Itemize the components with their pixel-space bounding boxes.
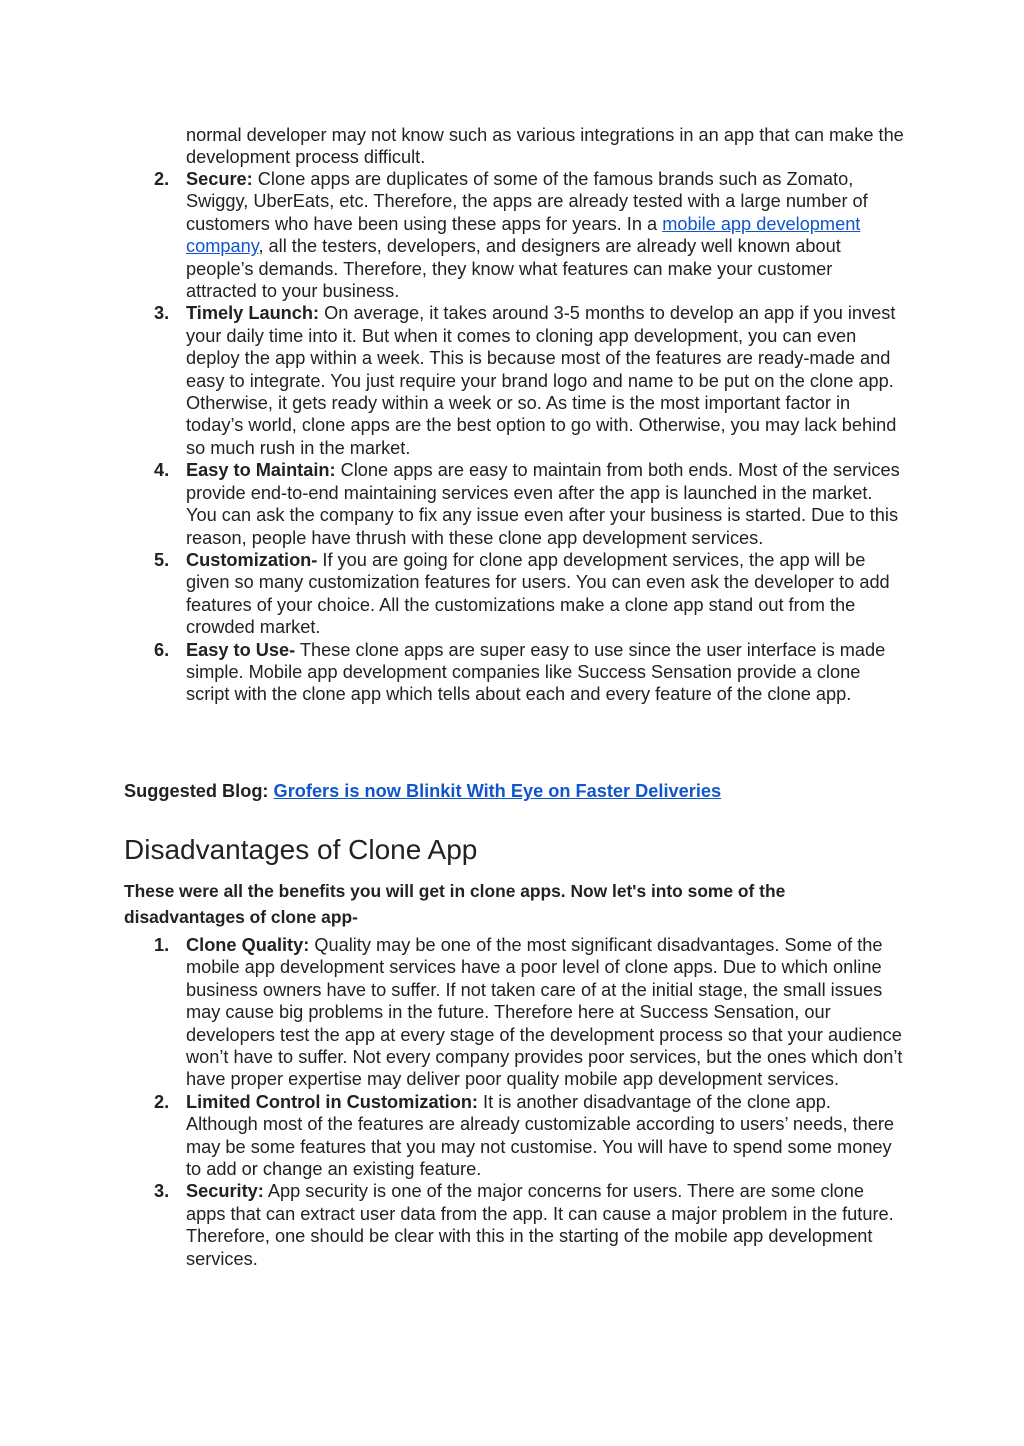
suggested-blog <box>124 779 721 803</box>
item-title: Easy to Maintain: <box>186 460 336 481</box>
item-text: , all the testers, developers, and designers are already well known about people’s demands. Therefore, they know what features can make your customer attracted to your business. <box>186 236 841 302</box>
item-title: Clone Quality: <box>186 935 310 955</box>
item-text: These clone apps are super easy to use since the user interface is made simple. Mobile app development companies like Success Sensation provide a clone script with the clone app which tells about each and every feature of the clone app. <box>186 639 886 705</box>
list-number: 5. <box>154 549 170 570</box>
continuation-text: normal developer may not know such as various integrations in an app that can make the development process difficult. <box>186 125 904 168</box>
suggested-label: Suggested Blog: <box>124 781 274 801</box>
list-number: 6. <box>154 639 170 660</box>
benefits-list <box>0 168 1024 706</box>
item-text: App security is one of the major concerns for users. There are some clone apps that can extract user data from the app. It can cause a major problem in the future. Therefore, one should be clear with this in the starting of the mobile app development services. <box>186 1181 894 1269</box>
list-item <box>0 1091 906 1181</box>
list-item <box>0 302 906 459</box>
item-text: It is another disadvantage of the clone app. Although most of the features are already customizable according to users’ needs, there may be some features that you may not customise. You will have to spend some money to add or change an existing feature. <box>186 1091 895 1180</box>
list-number: 2. <box>154 1091 170 1112</box>
item-text: Quality may be one of the most significant disadvantages. Some of the mobile app development services have a poor level of clone apps. Due to which online business owners have to suffer. If not taken care of at the initial stage, the small issues may cause big problems in the future. Therefore here at Success Sensation, our developers test the app at every stage of the development process so that your audience won’t have to suffer. Not every company provides poor services, but the ones which don’t have proper expertise may deliver poor quality mobile app development services. <box>186 935 903 1090</box>
section-intro: These were all the benefits you will get in clone apps. Now let's into some of the disadvantages of clone app- <box>124 881 786 927</box>
item-title: Easy to Use- <box>186 639 296 660</box>
item-text: If you are going for clone app development services, the app will be given so many customization features for users. You can even ask the developer to add features of your choice. All the customizations make a clone app stand out from the crowded market. <box>186 549 890 638</box>
list-item <box>0 1180 906 1270</box>
item-title: Customization- <box>186 549 318 570</box>
mobile-app-company-link[interactable]: mobile app development company <box>186 213 861 257</box>
list-number: 3. <box>154 1181 170 1202</box>
list-item <box>0 639 906 706</box>
list-number: 2. <box>154 169 170 189</box>
item-text: Clone apps are duplicates of some of the famous brands such as Zomato, Swiggy, UberEats, etc. Therefore, the apps are already tested with a large number of customers who have been using these apps for years. In a <box>186 169 868 234</box>
item-text: On average, it takes around 3-5 months to develop an app if you invest your daily time into it. But when it comes to cloning app development, you can even deploy the app within a week. This is because most of the features are ready-made and easy to integrate. You just require your brand logo and name to be put on the clone app. Otherwise, it gets ready within a week or so. As time is the most important factor in today’s world, clone apps are the best option to go with. Otherwise, you may lack behind so much rush in the market. <box>186 303 897 458</box>
list-number: 4. <box>154 460 170 481</box>
suggested-blog-link[interactable]: Grofers is now Blinkit With Eye on Faster Deliveries <box>273 781 722 801</box>
disadvantages-list <box>0 934 1024 1270</box>
list-item <box>0 459 906 549</box>
list-number: 1. <box>154 935 170 955</box>
list-number: 3. <box>154 303 170 324</box>
list-item <box>0 168 906 302</box>
item-title: Secure: <box>186 169 253 189</box>
section-heading: Disadvantages of Clone App <box>124 834 478 865</box>
list-item <box>0 549 906 639</box>
item-title: Timely Launch: <box>186 303 320 324</box>
item-text: Clone apps are easy to maintain from both ends. Most of the services provide end-to-end maintaining services even after the app is launched in the market. You can ask the company to fix any issue even after your business is started. Due to this reason, people have thrush with these clone app development services. <box>186 460 900 548</box>
item-title: Limited Control in Customization: <box>186 1091 478 1112</box>
list-item <box>0 934 906 1091</box>
item-title: Security: <box>186 1181 264 1202</box>
